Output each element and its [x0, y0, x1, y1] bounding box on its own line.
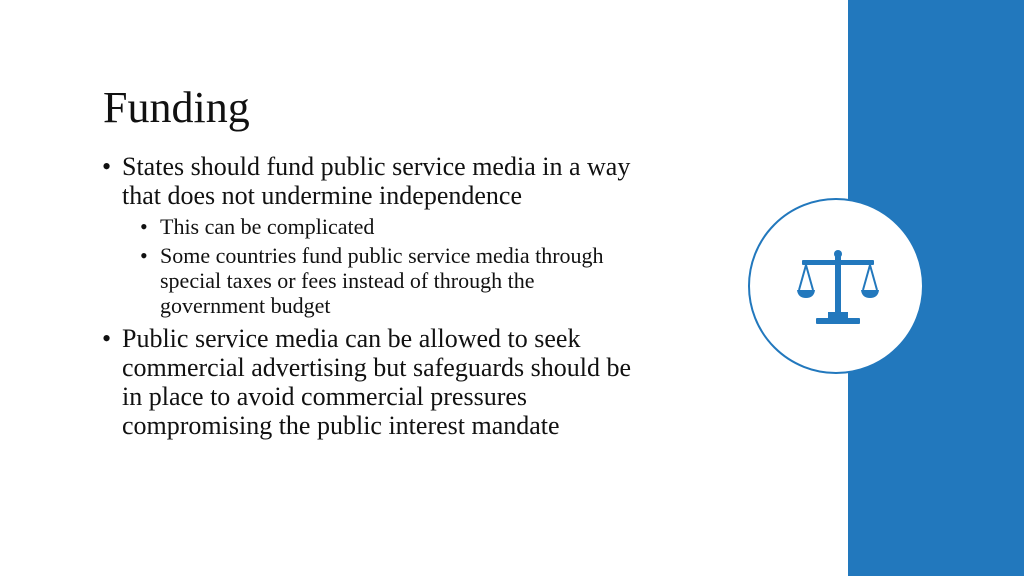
bullet-item-funding-independence [100, 152, 640, 318]
bullet-text: Public service media can be allowed to seek commercial advertising but safeguards should be in place to avoid commercial pressures compromising the public interest mandate [122, 324, 632, 440]
bullet-list [100, 152, 640, 446]
sub-bullet-list [122, 214, 640, 318]
sub-bullet-item: • Some countries fund public service media through special taxes or fees instead of through the government budget [138, 243, 640, 318]
bullet-text: States should fund public service media in a way that does not undermine independence [122, 152, 631, 210]
sub-bullet-item: • This can be complicated [138, 214, 640, 239]
scales-of-justice-icon [796, 246, 880, 330]
icon-circle [748, 198, 924, 374]
slide-title: Funding [103, 83, 250, 132]
bullet-item-commercial-advertising [100, 324, 640, 440]
